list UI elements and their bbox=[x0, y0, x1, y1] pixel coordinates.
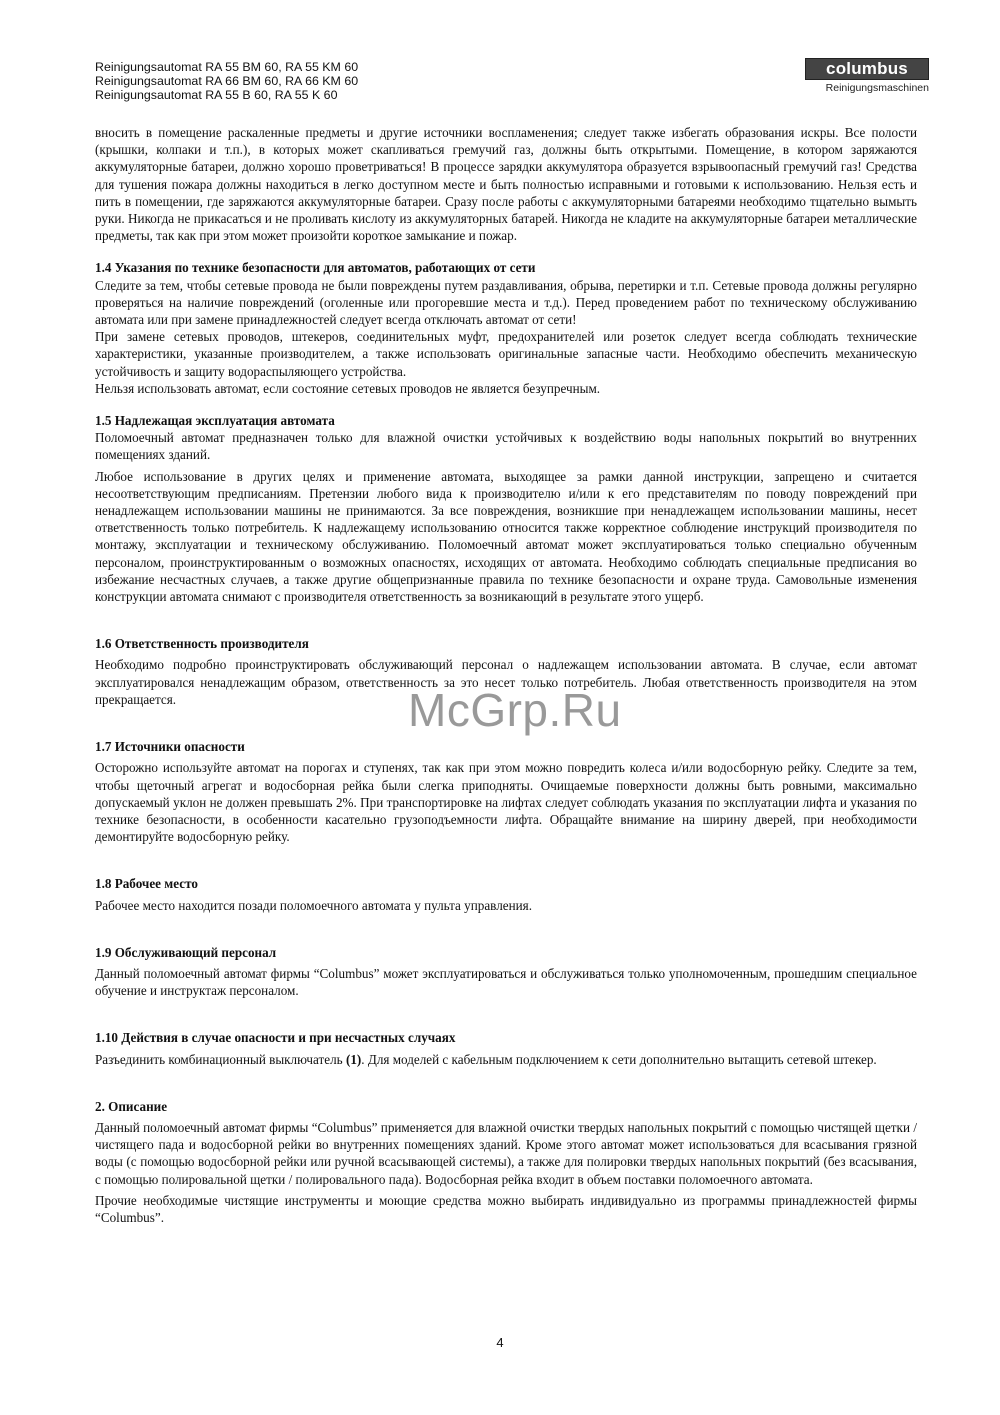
section-1-9-paragraph-1: Данный поломоечный автомат фирмы “Columbus” может эксплуатироваться и обслуживаться только уполномоченным, прошедшим специальное обучение и инструктаж персоналом. bbox=[95, 965, 917, 999]
section-1-9-title: 1.9 Обслуживающий персонал bbox=[95, 944, 277, 960]
section-1-7-title: 1.7 Источники опасности bbox=[95, 739, 245, 755]
section-1-4-paragraph-3: Нельзя использовать автомат, если состояние сетевых проводов не является безупречным. bbox=[95, 380, 601, 396]
section-1-10-paragraph-1 bbox=[95, 1051, 917, 1068]
section-1-6-title: 1.6 Ответственность производителя bbox=[95, 636, 309, 652]
intro-paragraph: вносить в помещение раскаленные предметы и другие источники воспламенения; следует также избегать образования искры. Все полости (крышки, колпаки и т.п.), в которых может скапливаться гремучий газ, должны быть открытыми. Помещение, в котором заряжаются аккумуляторные батареи, должно хорошо проветриваться! В процессе зарядки аккумулятора образуется взрывоопасный гремучий газ! Средства для тушения пожара должны находиться в легко доступном месте и быть полностью исправными и готовыми к использованию. Нельзя есть и пить в помещении, где заряжаются аккумуляторные батареи. Сразу после работы с аккумуляторными батареями необходимо тщательно вымыть руки. Никогда не прикасаться и не проливать кислоту из аккумуляторных батарей. Никогда не кладите на аккумуляторные батареи металлические предметы, так как при этом может произойти короткое замыкание и пожар. bbox=[95, 125, 917, 244]
section-1-8-title: 1.8 Рабочее место bbox=[95, 876, 198, 892]
document-body bbox=[95, 124, 917, 1226]
page-number: 4 bbox=[496, 1335, 504, 1350]
section-1-4-paragraph-1: Следите за тем, чтобы сетевые провода не были повреждены путем раздавливания, обрыва, перетирки и т.п. Сетевые провода должны регулярно проверяться на наличие повреждений (оголенные или прогоревшие места и т.д.). Перед проведением работ по техническому обслуживанию автомата или при замене принадлежностей следует всегда отключать автомат от сети! bbox=[95, 277, 917, 328]
logo-wordmark: columbus bbox=[805, 58, 929, 80]
section-2-paragraph-2: Прочие необходимые чистящие инструменты и моющие средства можно выбирать индивидуально из программы принадлежностей фирмы “Columbus”. bbox=[95, 1192, 917, 1225]
section-1-10-text-end: . Для моделей с кабельным подключением к сети дополнительно вытащить сетевой штекер. bbox=[361, 1051, 877, 1067]
watermark-text: McGrp.Ru bbox=[408, 684, 622, 736]
header-model-line-2: Reinigungsautomat RA 66 BM 60, RA 66 KM 60 bbox=[95, 74, 359, 88]
section-2-paragraph-1: Данный поломоечный автомат фирмы “Columbus” применяется для влажной очистки твердых напольных покрытий с помощью чистящей щетки / чистящего пада и водосборной рейки во внутренних помещениях зданий. Кроме этого автомат может использоваться для всасывания грязной воды (с помощью водосборной рейки или ручной всасывающей системы), а также для полировки твердых напольных покрытий (без всасывания, с помощью полировальной щетки / полировального пада). Водосборная рейка входит в объем поставки поломоечного автомата. bbox=[95, 1119, 917, 1187]
section-1-10-title: 1.10 Действия в случае опасности и при несчастных случаях bbox=[95, 1030, 456, 1046]
section-1-7-paragraph-1: Осторожно используйте автомат на порогах и ступенях, так как при этом можно повредить колеса и/или водосборную рейку. Следите за тем, чтобы щеточный агрегат и водосборная рейка были слегка приподняты. Очищаемые поверхности должны быть ровными, максимально допускаемый уклон не должен превышать 2%. При транспортировке на лифтах следует соблюдать указания по эксплуатации лифта и указания по технике безопасности, в особенности касательно грузоподъемности лифта. Обращайте внимание на ширину дверей, при необходимости демонтируйте водосборную рейку. bbox=[95, 760, 917, 845]
section-1-5-paragraph-1: Поломоечный автомат предназначен только для влажной очистки устойчивых к воздействию воды напольных покрытий во внутренних помещениях зданий. bbox=[95, 430, 917, 463]
section-1-10-text-start: Разъединить комбинационный выключатель bbox=[95, 1051, 346, 1067]
section-1-8-paragraph-1: Рабочее место находится позади поломоечного автомата у пульта управления. bbox=[95, 897, 532, 913]
section-1-5-title: 1.5 Надлежащая эксплуатация автомата bbox=[95, 413, 335, 429]
section-2-title: 2. Описание bbox=[95, 1098, 168, 1114]
document-header-models bbox=[95, 60, 358, 102]
section-1-6-paragraph-1: Необходимо подробно проинструктировать обслуживающий персонал о надлежащем использовании автомата. В случае, если автомат эксплуатировался ненадлежащим образом, ответственность за это несет только потребитель. Любая ответственность производителя на этом прекращается. bbox=[95, 657, 917, 707]
header-model-line-3: Reinigungsautomat RA 55 B 60, RA 55 K 60 bbox=[95, 88, 338, 102]
section-1-5-paragraph-2: Любое использование в других целях и применение автомата, выходящее за рамки данной инструкции, запрещено и считается несоответствующим предписаниям. Претензии любого вида к производителю и/или к его представителям по поводу повреждений при ненадлежащем использовании машины не принимаются. За все повреждения, возникшие при ненадлежащем использовании машины, несет ответственность только потребитель. К надлежащему использованию относится также корректное соблюдение инструкций производителя по монтажу, эксплуатации и техническому обслуживанию. Поломоечный автомат может эксплуатироваться только специально обученным персоналом, проинструктированным о возможных опасностях, исходящих от автомата. Необходимо соблюдать специальные предписания во избежание несчастных случаев, а также другие общепризнанные правила по технике безопасности и охране труда. Самовольные изменения конструкции автомата снимают с производителя ответственность за возникающий в результате этого ущерб. bbox=[95, 468, 917, 605]
columbus-logo bbox=[805, 58, 929, 94]
switch-reference-number: (1) bbox=[345, 1051, 362, 1067]
logo-subtitle: Reinigungsmaschinen bbox=[825, 82, 929, 94]
header-model-line-1: Reinigungsautomat RA 55 BM 60, RA 55 KM 60 bbox=[95, 60, 359, 74]
section-1-4-title: 1.4 Указания по технике безопасности для автоматов, работающих от сети bbox=[95, 260, 536, 276]
section-1-4-paragraph-2: При замене сетевых проводов, штекеров, соединительных муфт, предохранителей или розеток следует всегда соблюдать технические характеристики, указанные производителем, а также использовать оригинальные запасные части. Необходимо обеспечить механическую устойчивость и защиту водораспыляющего устройства. bbox=[95, 329, 917, 379]
